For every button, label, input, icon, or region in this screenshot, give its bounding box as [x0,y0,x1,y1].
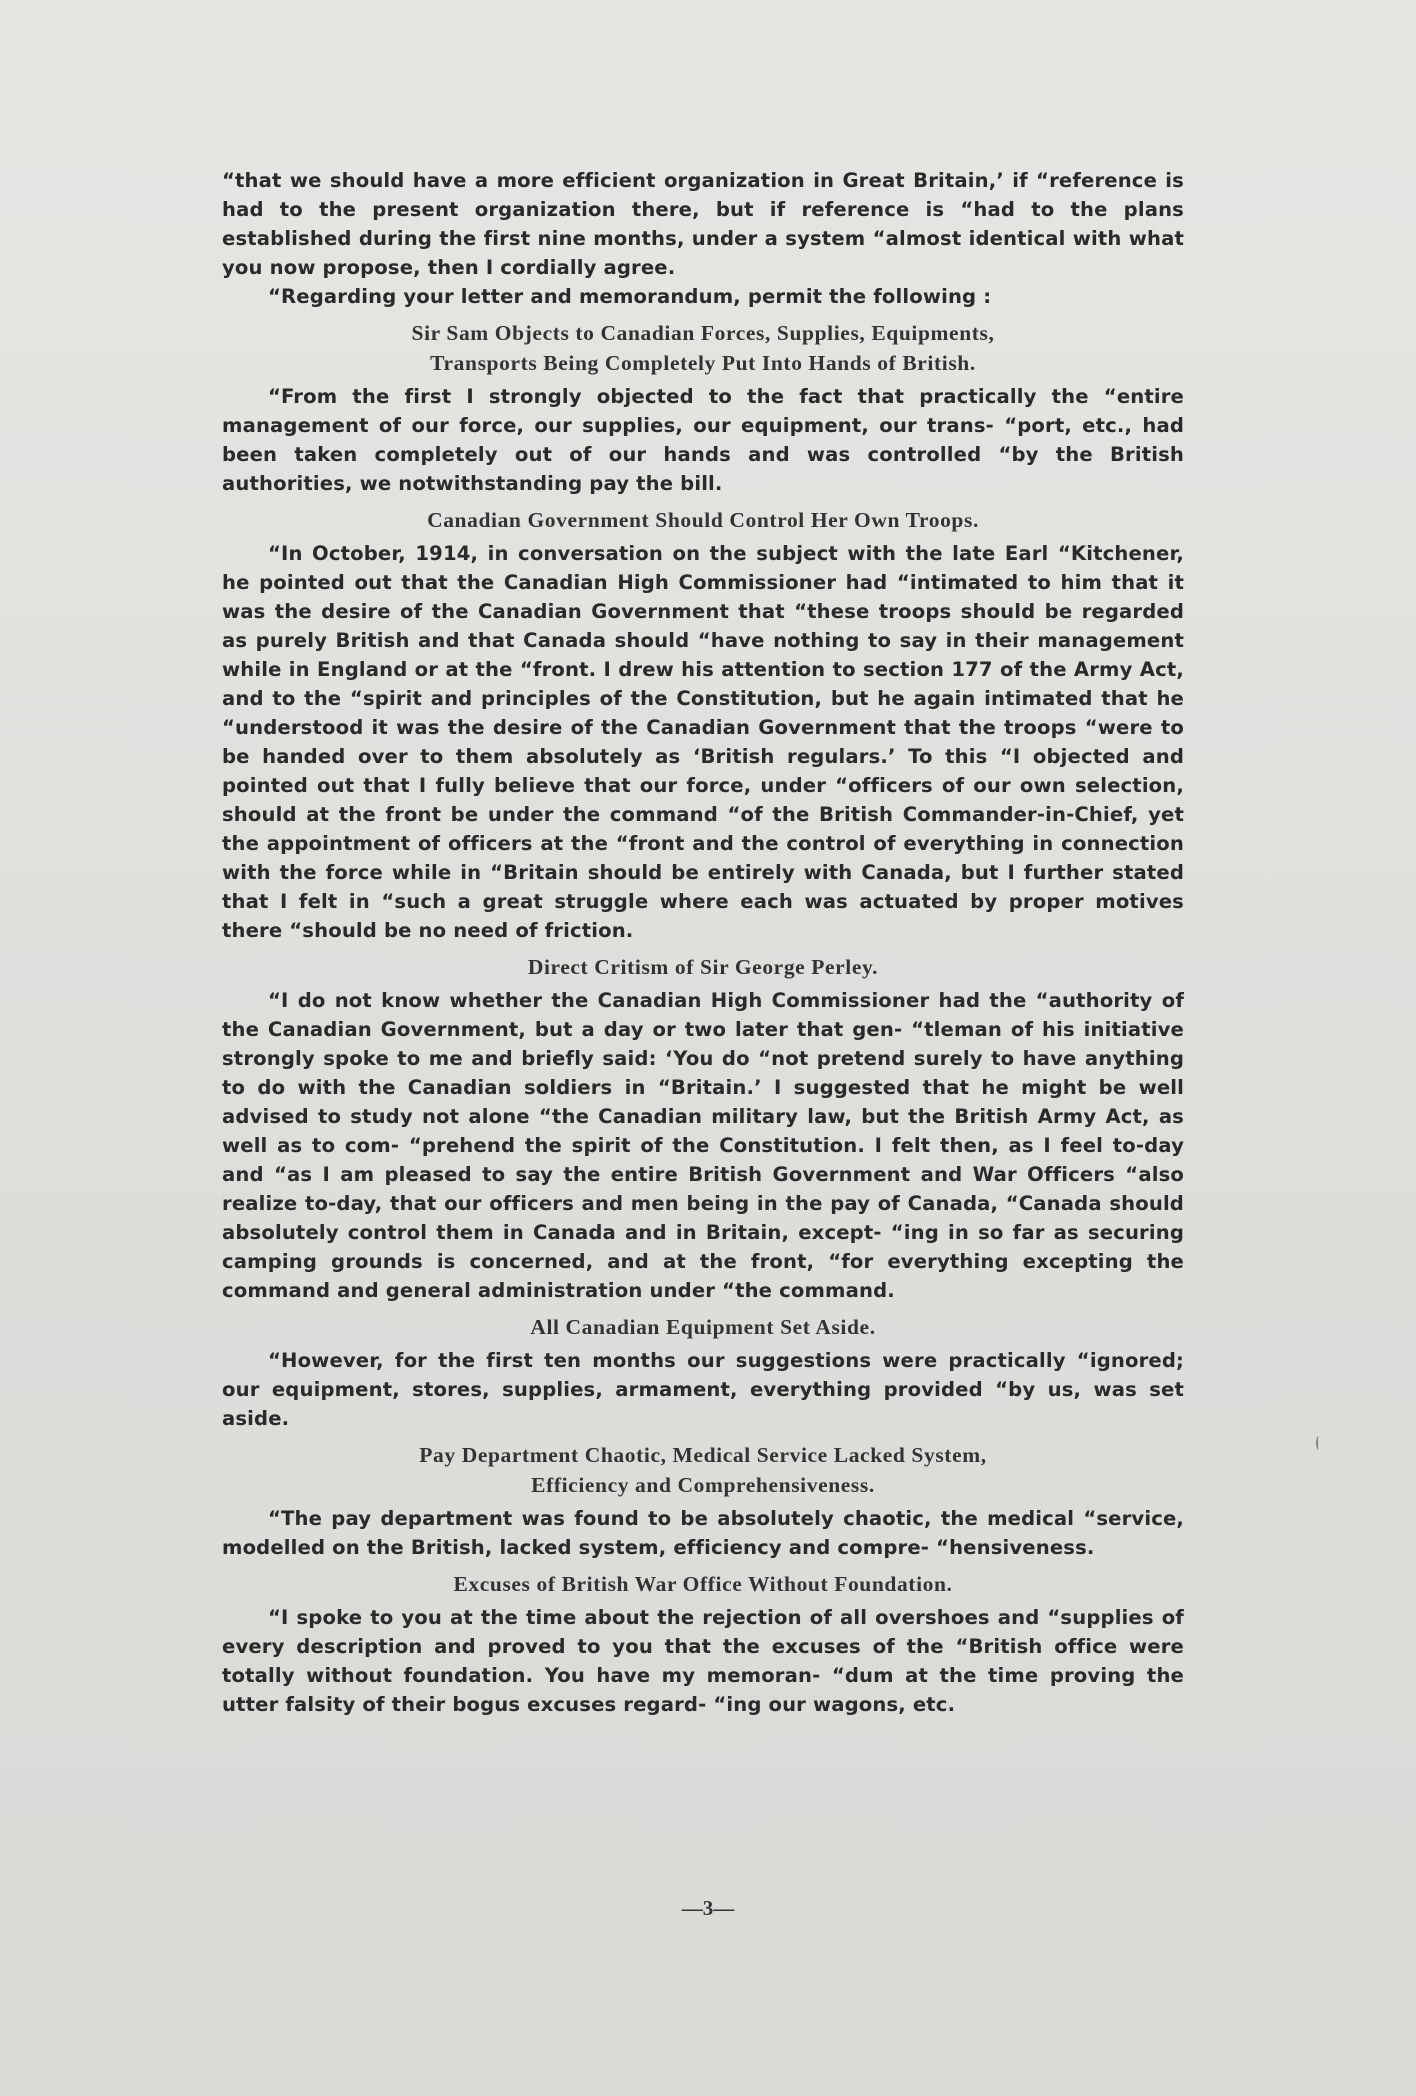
body-paragraph: “I spoke to you at the time about the rejection of all overshoes and “supplies of every description and proved to you that the excuses of the “British office were totally without foundation. You have my memoran- “dum at the time proving the utter falsity of their bogus excuses regard- “ing our wagons, etc. [222,1606,1184,1716]
section-heading-line: Canadian Government Should Control Her Own Troops. [427,508,979,532]
section-heading [222,952,1184,982]
section-heading [222,1569,1184,1599]
body-paragraph: “However, for the first ten months our suggestions were practically “ignored; our equipment, stores, supplies, armament, everything provided “by us, was set aside. [222,1349,1184,1430]
section-heading-line: Efficiency and Comprehensiveness. [531,1473,875,1497]
section-heading-line: Sir Sam Objects to Canadian Forces, Supplies, Equipments, [411,321,995,345]
body-paragraph: “The pay department was found to be absolutely chaotic, the medical “service, modelled on the British, lacked system, efficiency and compre- “hensiveness. [222,1507,1184,1559]
body-paragraph: “I do not know whether the Canadian High Commissioner had the “authority of the Canadian Government, but a day or two later that gen- “tleman of his initiative strongly spoke to me and briefly said: ‘You do “not pretend surely to have anything to do with the Canadian soldiers in “Britain.’ I suggested that he might be well advised to study not alone “the Canadian military law, but the British Army Act, as well as to com- “prehend the spirit of the Constitution. I felt then, as I feel to-day and “as I am pleased to say the entire British Government and War Officers “also realize to-day, that our officers and men being in the pay of Canada, “Canada should absolutely control them in Canada and in Britain, except- “ing in so far as securing camping grounds is concerned, and at the front, “for everything excepting the command and general administration under “the command. [222,989,1184,1302]
section-heading-line: Direct Critism of Sir George Perley. [527,955,879,979]
body-paragraph: “Regarding your letter and memorandum, permit the following : [268,285,992,308]
body-paragraph: “In October, 1914, in conversation on the subject with the late Earl “Kitchener, he pointed out that the Canadian High Commissioner had “intimated to him that it was the desire of the Canadian Government that “these troops should be regarded as purely British and that Canada should “have nothing to say in their management while in England or at the “front. I drew his attention to section 177 of the Army Act, and to the “spirit and principles of the Constitution, but he again intimated that he “understood it was the desire of the Canadian Government that the troops “were to be handed over to them absolutely as ‘British regulars.’ To this “I objected and pointed out that I fully believe that our force, under “officers of our own selection, should at the front be under the command “of the British Commander-in-Chief, yet the appointment of officers at the “front and the control of everything in connection with the force while in “Britain should be entirely with Canada, but I further stated that I felt in “such a great struggle where each was actuated by proper motives there “should be no need of friction. [222,542,1184,942]
margin-mark [1316,1436,1321,1450]
page-number: —3— [681,1896,735,1920]
section-heading-line: Transports Being Completely Put Into Hands of British. [430,351,976,375]
body-paragraph: “From the first I strongly objected to the fact that practically the “entire management of our force, our supplies, our equipment, our trans- “port, etc., had been taken completely out of our hands and was controlled “by the British authorities, we notwithstanding pay the bill. [222,385,1184,495]
section-heading-line: All Canadian Equipment Set Aside. [530,1315,876,1339]
section-heading [222,1440,1184,1500]
document-body [222,166,1184,1719]
section-heading [222,505,1184,535]
section-heading [222,1312,1184,1342]
section-heading-line: Excuses of British War Office Without Foundation. [453,1572,953,1596]
section-heading-line: Pay Department Chaotic, Medical Service Lacked System, [419,1443,987,1467]
section-heading [222,318,1184,378]
body-paragraph: “that we should have a more efficient organization in Great Britain,’ if “reference is had to the present organization there, but if reference is “had to the plans established during the first nine months, under a system “almost identical with what you now propose, then I cordially agree. [222,169,1184,279]
